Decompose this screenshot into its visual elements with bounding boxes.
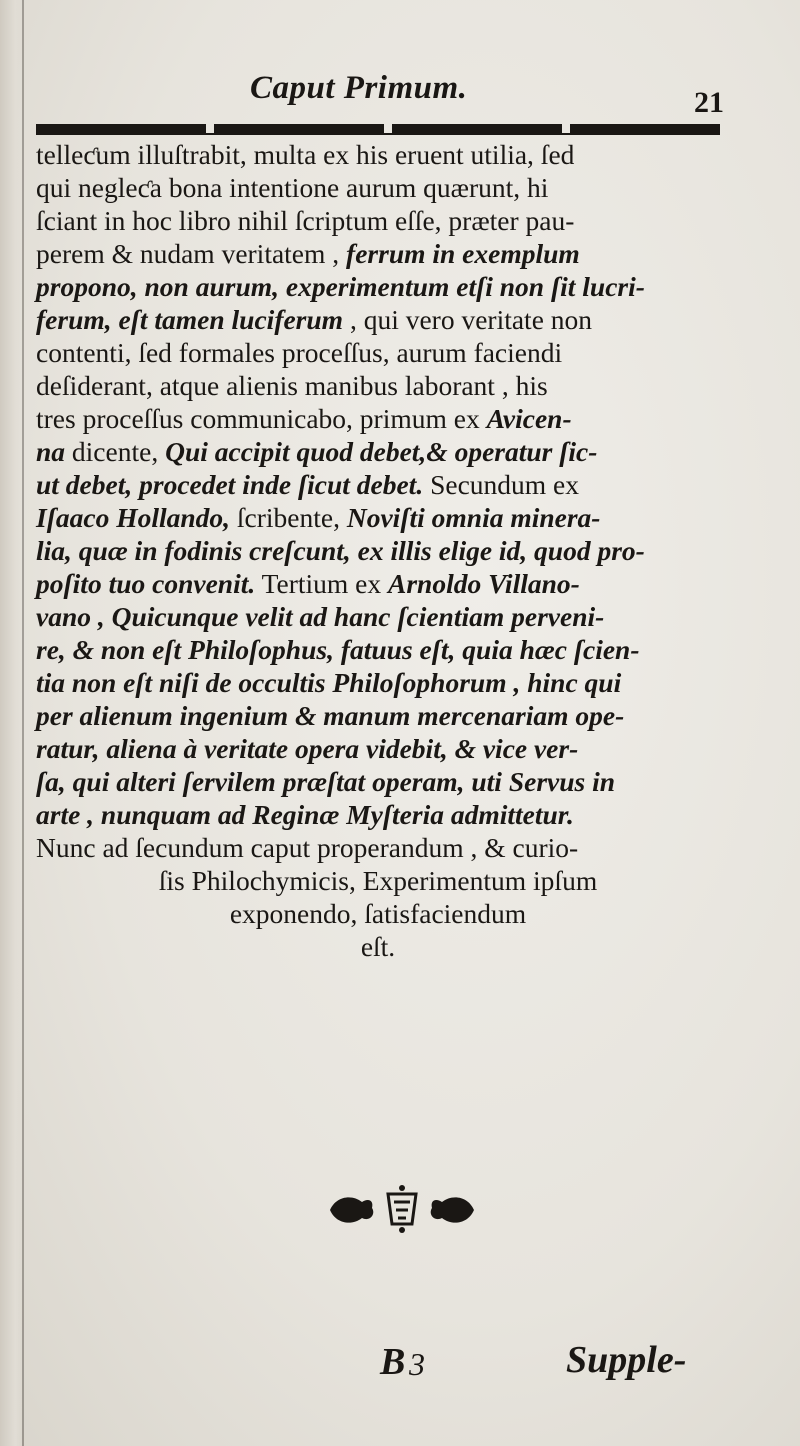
roman-run: contenti, ſed formales proceſſus, aurum faciendi (36, 337, 563, 368)
italic-run: arte , nunquam ad Reginæ Myſteria admittetur. (36, 799, 574, 830)
italic-run: propono, non aurum, experimentum etſi non ſit lucri- (36, 271, 645, 302)
catchword: Supple- (566, 1339, 687, 1381)
italic-run: poſito tuo convenit. (36, 568, 256, 599)
text-line (36, 633, 720, 666)
text-line (36, 303, 720, 336)
text-line (36, 831, 720, 864)
text-line (36, 336, 720, 369)
binding-gutter (0, 0, 22, 1446)
text-line (36, 468, 720, 501)
roman-run: perem & nudam veritatem , (36, 238, 347, 269)
centered-line: eſt. (360, 931, 396, 962)
text-line (36, 567, 720, 600)
italic-run: ſa, qui alteri ſervilem præſtat operam, uti Servus in (36, 766, 616, 797)
italic-run: ferum, eſt tamen luciferum (36, 304, 344, 335)
roman-run: ſciant in hoc libro nihil ſcriptum eſſe, præter pau- (36, 205, 575, 236)
italic-run: Arnoldo Villano- (388, 568, 580, 599)
text-line (36, 138, 720, 171)
text-line (36, 435, 720, 468)
italic-run: tia non eſt niſi de occultis Philoſophorum , hinc qui (36, 667, 622, 698)
text-line (36, 369, 720, 402)
text-line (36, 699, 720, 732)
centered-line: ſis Philochymicis, Experimentum ipſum (158, 865, 598, 896)
text-line (36, 501, 720, 534)
page-number: 21 (694, 86, 724, 119)
italic-run: ratur, aliena à veritate opera videbit, & vice ver- (36, 733, 579, 764)
text-line (36, 534, 720, 567)
roman-run: tres proceſſus communicabo, primum ex (36, 403, 487, 434)
roman-run: ſcribente, (230, 502, 347, 533)
gutter-edge (22, 0, 24, 1446)
text-line (36, 402, 720, 435)
roman-run: telleƈum illuſtrabit, multa ex his eruent utilia, ſed (36, 139, 575, 170)
italic-run: Avicen- (486, 403, 572, 434)
roman-run: Tertium ex (255, 568, 388, 599)
italic-run: Iſaaco Hollando, (36, 502, 231, 533)
text-line (36, 600, 720, 633)
italic-run: vano , Quicunque velit ad hanc ſcientiam perveni- (36, 601, 605, 632)
roman-run: deſiderant, atque alienis manibus laborant , his (36, 370, 548, 401)
italic-run: Qui accipit quod debet,& operatur ſic- (165, 436, 598, 467)
italic-run: per alienum ingenium & manum mercenariam ope- (36, 700, 625, 731)
italic-run: ut debet, procedet inde ſicut debet. (36, 469, 424, 500)
italic-run: Noviſti omnia minera- (346, 502, 601, 533)
text-line (36, 666, 720, 699)
printer-ornament (322, 1180, 482, 1236)
text-line (36, 732, 720, 765)
roman-run: qui negleƈa bona intentione aurum quærunt, hi (36, 172, 549, 203)
text-line (36, 171, 720, 204)
italic-run: ferrum in exemplum (346, 238, 580, 269)
roman-run: Nunc ad ſecundum caput properandum , & curio- (36, 832, 579, 863)
roman-run: Secundum ex (423, 469, 580, 500)
signature-mark: B (380, 1341, 406, 1383)
text-line (36, 270, 720, 303)
header-rule-base (36, 133, 720, 135)
signature-number: 3 (409, 1346, 425, 1382)
centered-line: exponendo, ſatisfaciendum (229, 898, 527, 929)
text-block (36, 138, 720, 963)
text-line (36, 204, 720, 237)
text-line (36, 798, 720, 831)
roman-run: dicente, (65, 436, 166, 467)
italic-run: re, & non eſt Philoſophus, fatuus eſt, quia hæc ſcien- (36, 634, 640, 665)
text-line (36, 237, 720, 270)
italic-run: lia, quæ in fodinis creſcunt, ex illis elige id, quod pro- (36, 535, 645, 566)
running-head: Caput Primum. (250, 70, 468, 106)
roman-run: , qui vero veritate non (343, 304, 593, 335)
text-line (36, 765, 720, 798)
italic-run: na (36, 436, 66, 467)
header-rule (36, 124, 720, 133)
